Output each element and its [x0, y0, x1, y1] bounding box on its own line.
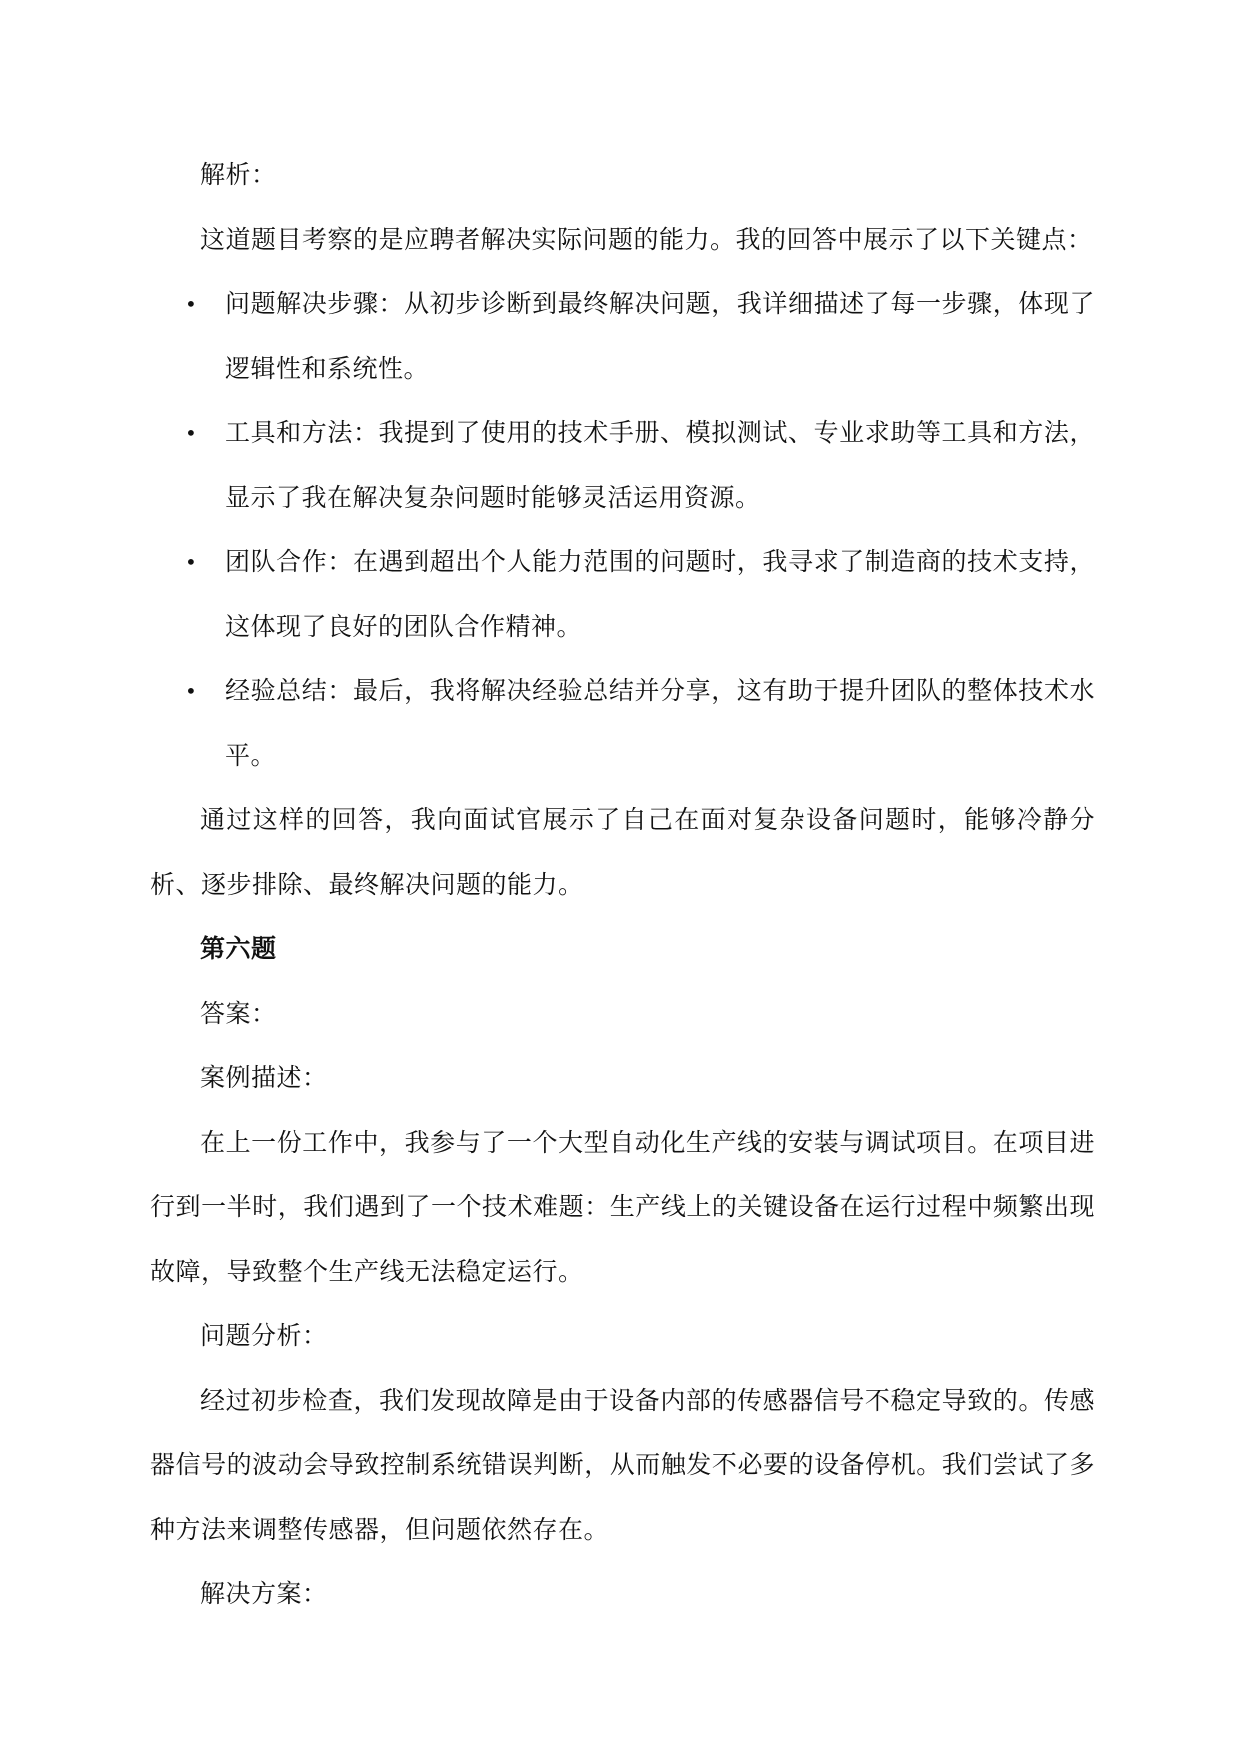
- case-text: 在上一份工作中，我参与了一个大型自动化生产线的安装与调试项目。在项目进行到一半时，我们遇到了一个技术难题：生产线上的关键设备在运行过程中频繁出现故障，导致整个生产线无法稳定运行。: [150, 1127, 1095, 1286]
- problem-analysis-text: 经过初步检查，我们发现故障是由于设备内部的传感器信号不稳定导致的。传感器信号的波动会导致控制系统错误判断，从而触发不必要的设备停机。我们尝试了多种方法来调整传感器，但问题依然存在。: [150, 1385, 1095, 1544]
- list-item: [150, 401, 1095, 530]
- page-content: [150, 143, 1095, 1627]
- bullet-icon: •: [185, 292, 198, 316]
- list-item-text: 团队合作：在遇到超出个人能力范围的问题时，我寻求了制造商的技术支持，这体现了良好的团队合作精神。: [225, 547, 1095, 641]
- question-six-title: 第六题: [200, 934, 277, 963]
- key-points-list: [150, 272, 1095, 788]
- list-item: [150, 272, 1095, 401]
- case-label: 案例描述：: [200, 1063, 328, 1092]
- answer-label: 答案：: [200, 998, 277, 1028]
- problem-analysis-label: 问题分析：: [200, 1321, 328, 1350]
- list-item: [150, 530, 1095, 659]
- analysis-label: 解析：: [200, 160, 277, 189]
- list-item-text: 经验总结：最后，我将解决经验总结并分享，这有助于提升团队的整体技术水平。: [225, 676, 1095, 770]
- bullet-icon: •: [185, 679, 198, 703]
- analysis-intro: 这道题目考察的是应聘者解决实际问题的能力。我的回答中展示了以下关键点：: [200, 224, 1093, 254]
- list-item-text: 工具和方法：我提到了使用的技术手册、模拟测试、专业求助等工具和方法，显示了我在解决复杂问题时能够灵活运用资源。: [225, 418, 1095, 512]
- solution-label: 解决方案：: [200, 1579, 328, 1608]
- list-item: [150, 659, 1095, 788]
- list-item-text: 问题解决步骤：从初步诊断到最终解决问题，我详细描述了每一步骤，体现了逻辑性和系统性。: [225, 289, 1095, 383]
- bullet-icon: •: [185, 550, 198, 574]
- analysis-conclusion: 通过这样的回答，我向面试官展示了自己在面对复杂设备问题时，能够冷静分析、逐步排除、最终解决问题的能力。: [150, 805, 1095, 899]
- bullet-icon: •: [185, 421, 198, 445]
